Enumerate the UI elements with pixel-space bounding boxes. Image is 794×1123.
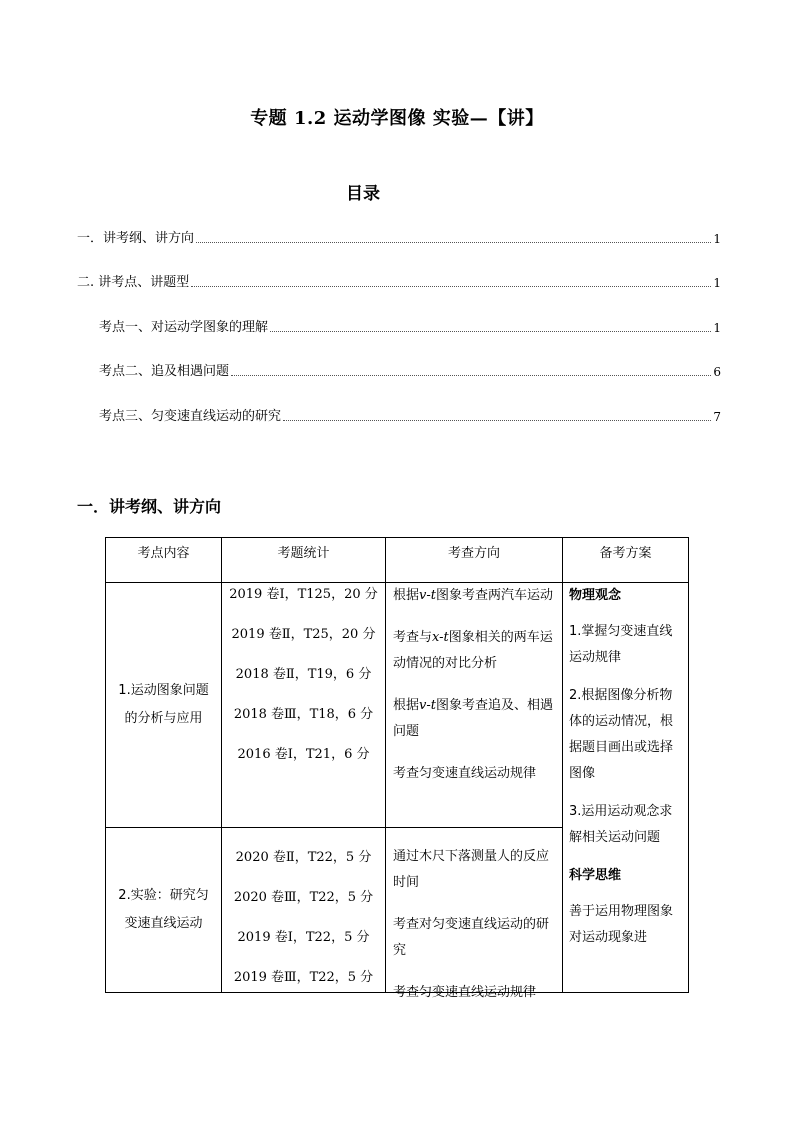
stat-line: 2018 卷Ⅱ，T19，6 分: [235, 667, 372, 682]
section-heading: 一．讲考纲、讲方向: [77, 497, 222, 516]
toc-entry-label: 二. 讲考点、讲题型: [77, 275, 190, 290]
toc-entry[interactable]: [99, 363, 721, 381]
direction-list: [386, 828, 562, 1006]
prep-cell: [563, 583, 689, 993]
document-title: 专题 1.2 运动学图像 实验—【讲】: [250, 108, 544, 129]
header-direction: 考查方向: [386, 538, 563, 583]
prep-item: 1.掌握匀变速直线运动规律: [569, 624, 673, 665]
stat-line: 2020 卷Ⅲ，T22，5 分: [233, 890, 374, 905]
toc-entry-label: 一．讲考纲、讲方向: [77, 231, 195, 246]
header-stats: 考题统计: [222, 538, 386, 583]
topic-text: 1.运动图象问题的分析与应用: [118, 683, 209, 726]
header-prep: 备考方案: [563, 538, 689, 583]
direction-cell: [386, 828, 563, 1000]
direction-item: 考查匀变速直线运动规律: [393, 985, 537, 1000]
direction-item: 根据v-t图象考查两汽车运动: [393, 588, 553, 603]
toc-leader: [191, 286, 711, 287]
toc-entry-page: 6: [713, 365, 721, 379]
stat-line: 2019 卷Ⅱ，T25，20 分: [231, 627, 376, 642]
toc-entry-label: 考点三、匀变速直线运动的研究: [99, 409, 282, 424]
toc-heading: 目录: [346, 184, 380, 204]
prep-item: 善于运用物理图象对运动现象进: [569, 904, 674, 945]
stats-cell: [222, 828, 386, 993]
exam-outline-table: [105, 537, 689, 1000]
prep-list: [563, 583, 688, 992]
stats-cell: [222, 583, 386, 828]
topic-text: 2.实验：研究匀变速直线运动: [118, 888, 209, 931]
prep-item: 2.根据图像分析物体的运动情况，根据题目画出或选择图像: [569, 688, 674, 781]
topic-cell: [106, 583, 222, 828]
toc-entry[interactable]: [99, 408, 721, 426]
stat-line: 2016 卷Ⅰ，T21，6 分: [237, 747, 370, 762]
toc-entry-label: 考点一、对运动学图象的理解: [99, 320, 269, 335]
toc-leader: [270, 331, 711, 332]
toc-entry[interactable]: [99, 319, 721, 337]
table-row: [106, 583, 689, 828]
toc-leader: [196, 242, 711, 243]
header-topic: 考点内容: [106, 538, 222, 583]
table-header-row: [106, 538, 689, 583]
topic-cell: [106, 828, 222, 993]
toc-entry-page: 1: [713, 232, 721, 246]
toc-entry[interactable]: [77, 230, 721, 248]
direction-item: 考查与x-t图象相关的两车运动情况的对比分析: [393, 630, 553, 671]
toc-entry-page: 7: [713, 410, 721, 424]
stat-line: 2018 卷Ⅲ，T18，6 分: [233, 707, 374, 722]
toc-leader: [283, 420, 711, 421]
toc-entry-label: 考点二、追及相遇问题: [99, 364, 230, 379]
stat-line: 2020 卷Ⅱ，T22，5 分: [235, 850, 372, 865]
prep-item: 科学思维: [569, 868, 622, 883]
stat-line: 2019 卷Ⅰ，T22，5 分: [237, 930, 370, 945]
toc-entry[interactable]: [77, 274, 721, 292]
direction-item: 考查匀变速直线运动规律: [393, 766, 537, 781]
direction-cell: [386, 583, 563, 828]
direction-item: 考查对匀变速直线运动的研究: [393, 917, 550, 958]
prep-item: 物理观念: [569, 588, 622, 603]
toc-leader: [231, 375, 711, 376]
direction-list: [386, 583, 562, 787]
prep-item: 3.运用运动观念求解相关运动问题: [569, 804, 673, 845]
direction-item: 通过木尺下落测量人的反应时间: [393, 849, 550, 890]
toc-entry-page: 1: [713, 321, 721, 335]
stat-line: 2019 卷Ⅰ，T125，20 分: [229, 587, 378, 602]
stat-line: 2019 卷Ⅲ，T22，5 分: [233, 970, 374, 985]
direction-item: 根据v-t图象考查追及、相遇问题: [393, 698, 553, 739]
toc-entry-page: 1: [713, 276, 721, 290]
